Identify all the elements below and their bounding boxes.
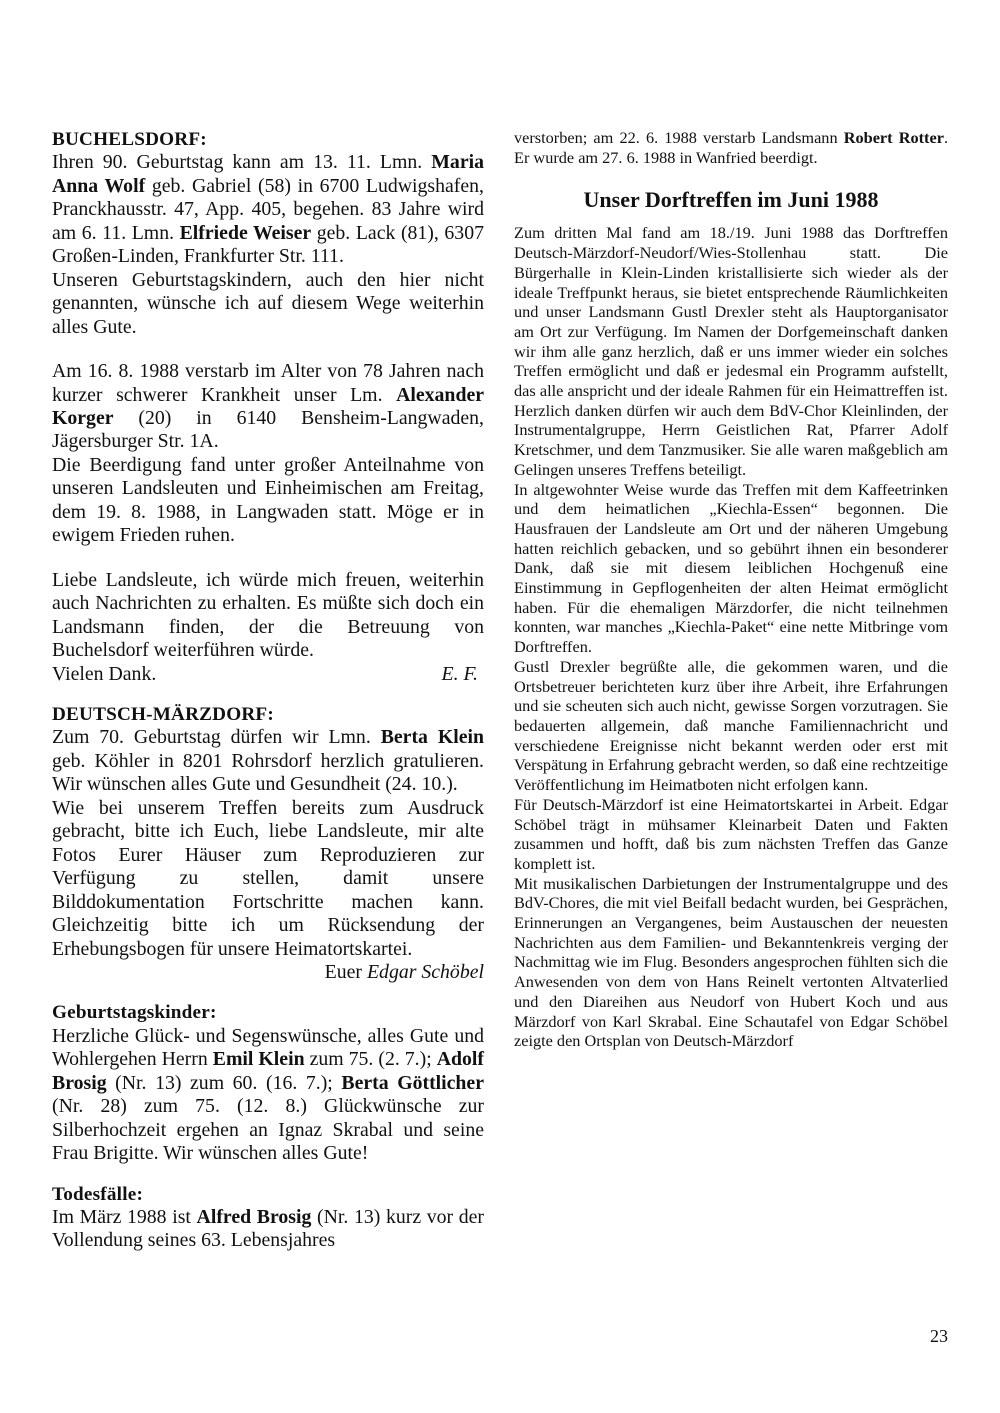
right-column — [514, 128, 948, 1051]
maerzdorf-signature — [52, 961, 484, 984]
heading-buchelsdorf: BUCHELSDORF: — [52, 129, 207, 150]
buchelsdorf-appeal: Liebe Landsleute, ich würde mich freuen, weiterhin auch Nachrichten zu erhalten. Es müßte sich doch ein Landsmann finden, der die Betreuung von Buchelsdorf weiterführen würde. — [52, 568, 484, 662]
todesfaelle-text: Im März 1988 ist Alfred Brosig (Nr. 13) kurz vor der Vollendung seines 63. Lebensjahres — [52, 1206, 485, 1252]
article-paragraph: Für Deutsch-Märzdorf ist eine Heimatortskartei in Arbeit. Edgar Schöbel trägt in mühsamer Kleinarbeit Daten und Fakten zusammen und hofft, daß bis zum nächsten Treffen das Ganze komplett ist. — [514, 794, 948, 873]
closing-signature: E. F. — [441, 662, 478, 685]
buchelsdorf-birthdays: Ihren 90. Geburtstag kann am 13. 11. Lmn. Maria Anna Wolf geb. Gabriel (58) in 6700 Ludwigshafen, Pranckhausstr. 47, App. 405, begehen. 83 Jahre wird am 6. 11. Lmn. Elfriede Weiser geb. Lack (81), 6307 Großen-Linden, Frankfurter Str. 111. — [52, 151, 484, 268]
bold-name: Emil Klein — [212, 1048, 305, 1071]
bold-name: Robert Rotter — [843, 128, 944, 147]
maerzdorf-birthday: Zum 70. Geburtstag dürfen wir Lmn. Berta Klein geb. Köhler in 8201 Rohrsdorf herzlich gratulieren. Wir wünschen alles Gute und Gesundheit (24. 10.). — [52, 726, 484, 796]
bold-name: Berta Göttlicher — [341, 1071, 484, 1094]
article-paragraph: Mit musikalischen Darbietungen der Instrumentalgruppe und des BdV-Chores, die mit viel Beifall bedacht wurden, bei Gesprächen, Erinnerungen an Vergangenes, beim Austauschen der neuesten Nachrichten aus dem Familien- und Bekanntenkreis verging der Nachmittag wie im Flug. Besonders angesprochen fühlten sich die Anwesenden von dem von Hans Reinelt vertonten Altvaterlied und den Diareihen aus Neudorf von Hubert Koch und aus Märzdorf von Karl Skrabal. Eine Schautafel von Edgar Schöbel zeigte den Ortsplan von Deutsch-Märzdorf — [514, 873, 948, 1051]
buchelsdorf-funeral: Die Beerdigung fand unter großer Anteilnahme von unseren Landsleuten und Einheimischen am Freitag, dem 19. 8. 1988, in Langwaden statt. Möge er in ewigem Frieden ruhen. — [52, 453, 484, 547]
page-number: 23 — [930, 1326, 948, 1346]
closing-thanks: Vielen Dank. — [52, 662, 157, 685]
heading-deutsch-maerzdorf: DEUTSCH-MÄRZDORF: — [52, 703, 274, 725]
article-paragraph: Zum dritten Mal fand am 18./19. Juni 1988 das Dorftreffen Deutsch-Märzdorf-Neudorf/Wies-Stollenhau statt. Die Bürgerhalle in Klein-Linden kristallisierte sich wieder als der ideale Treffpunkt heraus, sie bietet entsprechende Räumlichkeiten und unser Landsmann Gustl Drexler steht als Hauptorganisator am Ort zur Verfügung. Im Namen der Dorfgemeinschaft danken wir ihm alle ganz herzlich, daß er uns immer wieder ein solches Treffen ermöglicht und daß er jedesmal ein Programm aufstellt, das alle anspricht und der ideale Rahmen für ein Heimattreffen ist. Herzlich danken dürfen wir auch dem BdV-Chor Kleinlinden, der Instrumentalgruppe, Herrn Geistlichen Rat, Pfarrer Adolf Kretschmer, und dem Tanzmusiker. Sie alle waren maßgeblich am Gelingen unseres Treffens beteiligt. — [514, 223, 948, 479]
buchelsdorf-closing — [52, 663, 484, 686]
bold-name: Maria Anna Wolf — [52, 151, 484, 197]
bold-name: Elfriede Weiser — [179, 221, 312, 244]
maerzdorf-photo-request: Wie bei unserem Treffen bereits zum Ausdruck gebracht, bitte ich Euch, liebe Landsleute, mir alte Fotos Eurer Häuser zum Reproduzieren zur Verfügung zu stellen, damit unsere Bilddokumentation Fortschritte machen kann. Gleichzeitig bitte ich um Rücksendung der Erhebungsbogen für unsere Heimatortskartei. — [52, 796, 484, 960]
buchelsdorf-wishes: Unseren Geburtstagskindern, auch den hier nicht genannten, wünsche ich auf diesem Wege weiterhin alles Gute. — [52, 268, 484, 338]
bold-name: Adolf Brosig — [52, 1048, 484, 1094]
buchelsdorf-death-notice: Am 16. 8. 1988 verstarb im Alter von 78 Jahren nach kurzer schwerer Krankheit unser Lm. Alexander Korger (20) in 6140 Bensheim-Langwaden, Jägersburger Str. 1A. — [52, 360, 484, 453]
article-paragraph: In altgewohnter Weise wurde das Treffen mit dem Kaffeetrinken und dem heimatlichen „Kiechla-Essen“ begonnen. Die Hausfrauen der Landsleute am Ort und der näheren Umgebung hatten reichlich gebacken, und so gebührt ihnen ein besonderer Dank, daß sie mit diesem leiblichen Hochgenuß eine Einstimmung in Gepflogenheiten der alten Heimat ermöglicht haben. Für die ehemaligen Märzdorfer, die nicht teilnehmen konnten, war manches „Kiechla-Paket“ eine nette Mitbringe vom Dorftreffen. — [514, 479, 948, 657]
article-title: Unser Dorftreffen im Juni 1988 — [583, 187, 879, 213]
heading-geburtstagskinder: Geburtstagskinder: — [52, 1002, 217, 1024]
article-paragraph: Gustl Drexler begrüßte alle, die gekommen waren, und die Ortsbetreuer berichteten kurz über ihre Arbeit, ihre Erfahrungen und sie scheuten sich auch nicht, gewisse Sorgen vorzutragen. Sie bedauerten allgemein, daß manche Familiennachricht und verschiedene Ereignisse nicht bekannt werden oder erst mit Verspätung in Erfahrung gebracht werden, so daß eine rechtzeitige Veröffentlichung im Heimatboten nicht erfolgen kann. — [514, 656, 948, 795]
death-continuation: verstorben; am 22. 6. 1988 verstarb Landsmann Robert Rotter. Er wurde am 27. 6. 1988 in Wanfried beerdigt. — [514, 128, 949, 167]
left-column — [52, 128, 484, 1253]
heading-todesfaelle: Todesfälle: — [52, 1183, 144, 1205]
bold-name: Alexander Korger — [52, 383, 484, 429]
geburtstagskinder-text: Herzliche Glück- und Segenswünsche, alles Gute und Wohlergehen Herrn Emil Klein zum 75. (2. 7.); Adolf Brosig (Nr. 13) zum 60. (16. 7.); Berta Göttlicher (Nr. 28) zum 75. (12. 8.) Glückwünsche zur Silberhochzeit ergehen an Ignaz Skrabal und seine Frau Brigitte. Wir wünschen alles Gute! — [52, 1024, 484, 1165]
signature-prefix: Euer — [324, 960, 367, 983]
bold-name: Berta Klein — [380, 726, 484, 749]
bold-name: Alfred Brosig — [196, 1206, 312, 1229]
signature-name: Edgar Schöbel — [366, 960, 484, 983]
